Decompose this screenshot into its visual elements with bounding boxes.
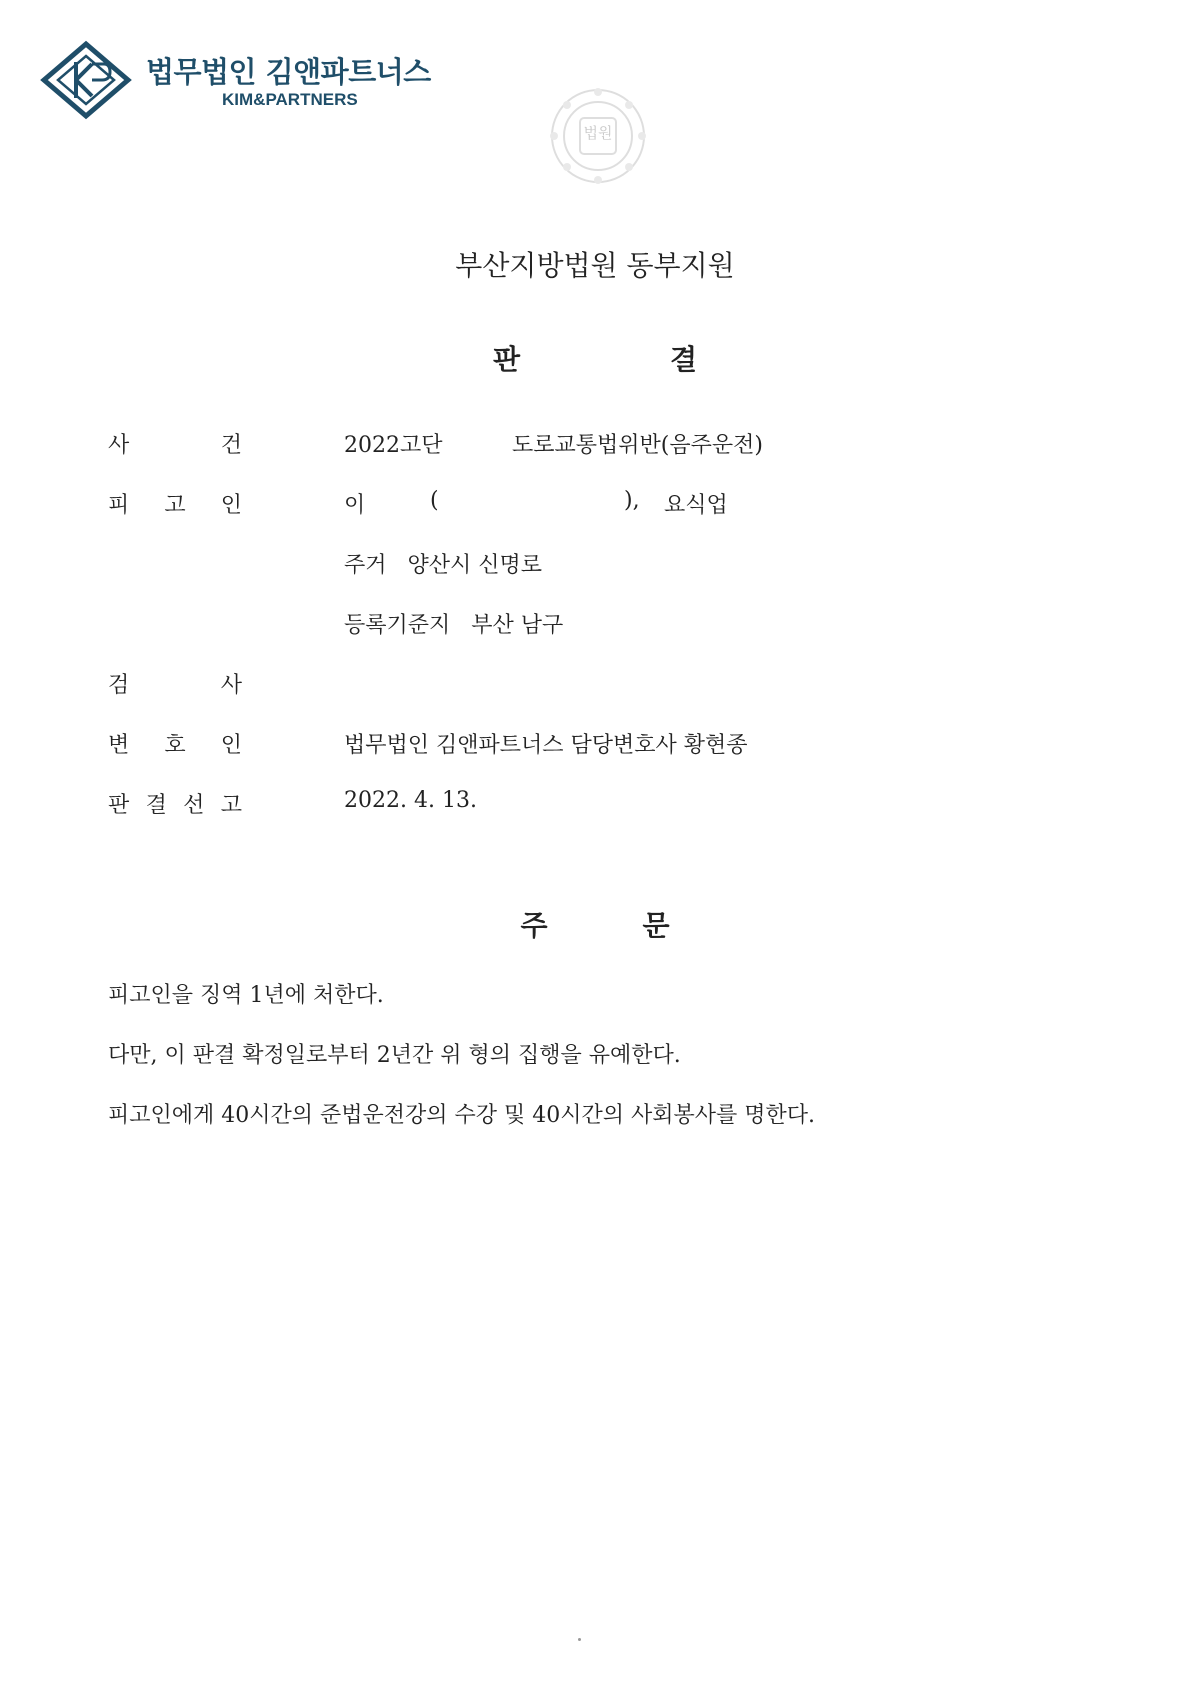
order-heading: [0, 904, 1190, 944]
sentence-date-label: [108, 788, 242, 819]
seal-text: 법원: [583, 124, 613, 142]
logo-korean-name: 법무법인 김앤파트너스: [146, 55, 431, 89]
scan-speck: [578, 1638, 581, 1641]
order-line: 피고인을 징역 1년에 처한다.: [108, 983, 384, 1008]
sentence-date-value: 2022. 4. 13.: [344, 788, 477, 813]
firm-logo: [36, 40, 456, 120]
label-char: 고: [220, 793, 242, 818]
prosecutor-label: [108, 668, 242, 699]
registry-text: 부산 남구: [471, 613, 564, 638]
label-char: 사: [108, 433, 130, 458]
counsel-row: [0, 728, 1190, 762]
order-line: 피고인에게 40시간의 준법운전강의 수강 및 40시간의 사회봉사를 명한다.: [108, 1103, 815, 1128]
counsel-label: [108, 728, 242, 759]
logo-english-name: KIM&PARTNERS: [222, 90, 358, 109]
order-heading-left: 주: [520, 909, 548, 942]
prosecutor-row: [0, 668, 1190, 702]
label-char: 건: [220, 433, 242, 458]
label-char: 인: [220, 493, 242, 518]
label-char: 피: [108, 493, 130, 518]
counsel-value: 법무법인 김앤파트너스 담당변호사 황현종: [344, 733, 748, 758]
label-char: 선: [183, 793, 205, 818]
registry-value: [344, 608, 563, 639]
sentence-date-row: [0, 788, 1190, 822]
defendant-close-paren: ),: [624, 488, 640, 513]
label-char: 인: [220, 733, 242, 758]
defendant-label: [108, 488, 242, 519]
address-label: 주거: [344, 553, 387, 578]
address-row: [0, 548, 1190, 582]
label-char: 고: [164, 493, 186, 518]
case-row: [0, 428, 1190, 462]
case-number: 2022고단: [344, 433, 443, 458]
case-label: [108, 428, 242, 459]
defendant-row: [0, 488, 1190, 522]
case-charge: 도로교통법위반(음주운전): [512, 433, 763, 458]
title-char-left: 판: [492, 343, 520, 376]
label-char: 변: [108, 733, 130, 758]
label-char: 검: [108, 673, 130, 698]
document-title: [0, 338, 1190, 378]
address-text: 양산시 신명로: [407, 553, 543, 578]
defendant-occupation: 요식업: [664, 493, 728, 518]
title-char-right: 결: [670, 343, 698, 376]
label-char: 사: [220, 673, 242, 698]
order-line: 다만, 이 판결 확정일로부터 2년간 위 형의 집행을 유예한다.: [108, 1043, 681, 1068]
label-char: 판: [108, 793, 130, 818]
registry-row: [0, 608, 1190, 642]
court-name: 부산지방법원 동부지원: [455, 249, 735, 282]
defendant-name: 이: [344, 493, 366, 518]
registry-label: 등록기준지: [344, 613, 451, 638]
order-heading-right: 문: [642, 909, 670, 942]
diamond-kp-logo-icon: [36, 40, 136, 120]
address-value: [344, 548, 542, 579]
label-char: 결: [145, 793, 167, 818]
court-seal-icon: [546, 84, 650, 188]
label-char: 호: [164, 733, 186, 758]
defendant-open-paren: (: [430, 488, 439, 513]
